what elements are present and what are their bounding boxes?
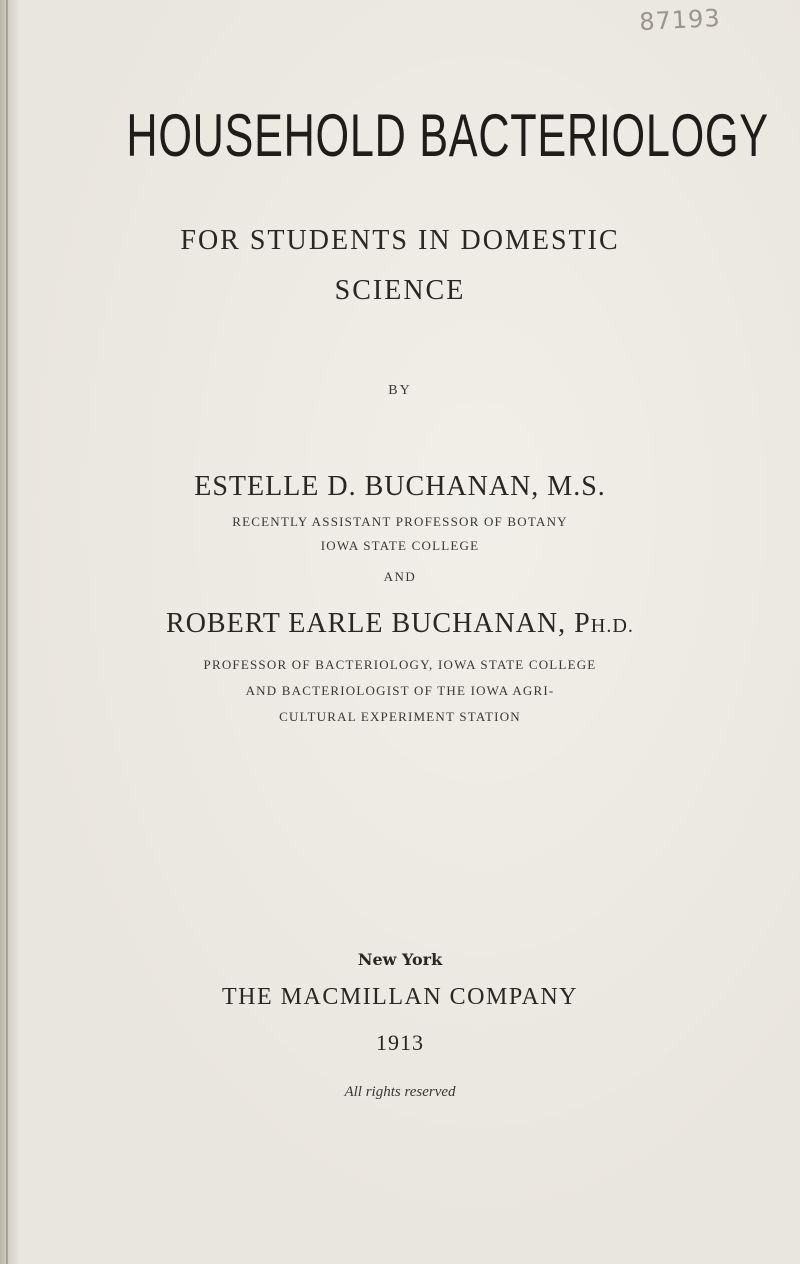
and-label: AND xyxy=(383,569,417,584)
subtitle-line-1: FOR STUDENTS IN DOMESTIC xyxy=(180,225,620,256)
binding-gutter xyxy=(0,0,18,1264)
subtitle-line-2: SCIENCE xyxy=(334,275,466,306)
by-label: BY xyxy=(388,383,412,398)
author-2-name-main: ROBERT EARLE BUCHANAN, P xyxy=(166,608,591,639)
author-1-credentials-line-2: IOWA STATE COLLEGE xyxy=(320,538,480,553)
publication-year: 1913 xyxy=(376,1030,424,1055)
catalog-mark: 87193 xyxy=(638,3,722,37)
rights-notice: All rights reserved xyxy=(344,1084,456,1100)
author-2-credentials-line-1: PROFESSOR OF BACTERIOLOGY, IOWA STATE COLLEGE xyxy=(203,657,597,672)
book-title: HOUSEHOLD BACTERIOLOGY xyxy=(126,102,769,169)
publisher-city: New York xyxy=(357,950,443,969)
author-2-name xyxy=(20,607,780,643)
author-1-name: ESTELLE D. BUCHANAN, M.S. xyxy=(194,471,606,502)
author-2-degree: H.D. xyxy=(590,615,634,637)
author-2-credentials-line-3: CULTURAL EXPERIMENT STATION xyxy=(279,709,521,724)
author-2-credentials-line-2: AND BACTERIOLOGIST OF THE IOWA AGRI- xyxy=(245,683,555,698)
binding-shadow-line xyxy=(6,0,8,1264)
publisher-name: THE MACMILLAN COMPANY xyxy=(222,984,578,1010)
author-1-credentials-line-1: RECENTLY ASSISTANT PROFESSOR OF BOTANY xyxy=(232,514,568,529)
